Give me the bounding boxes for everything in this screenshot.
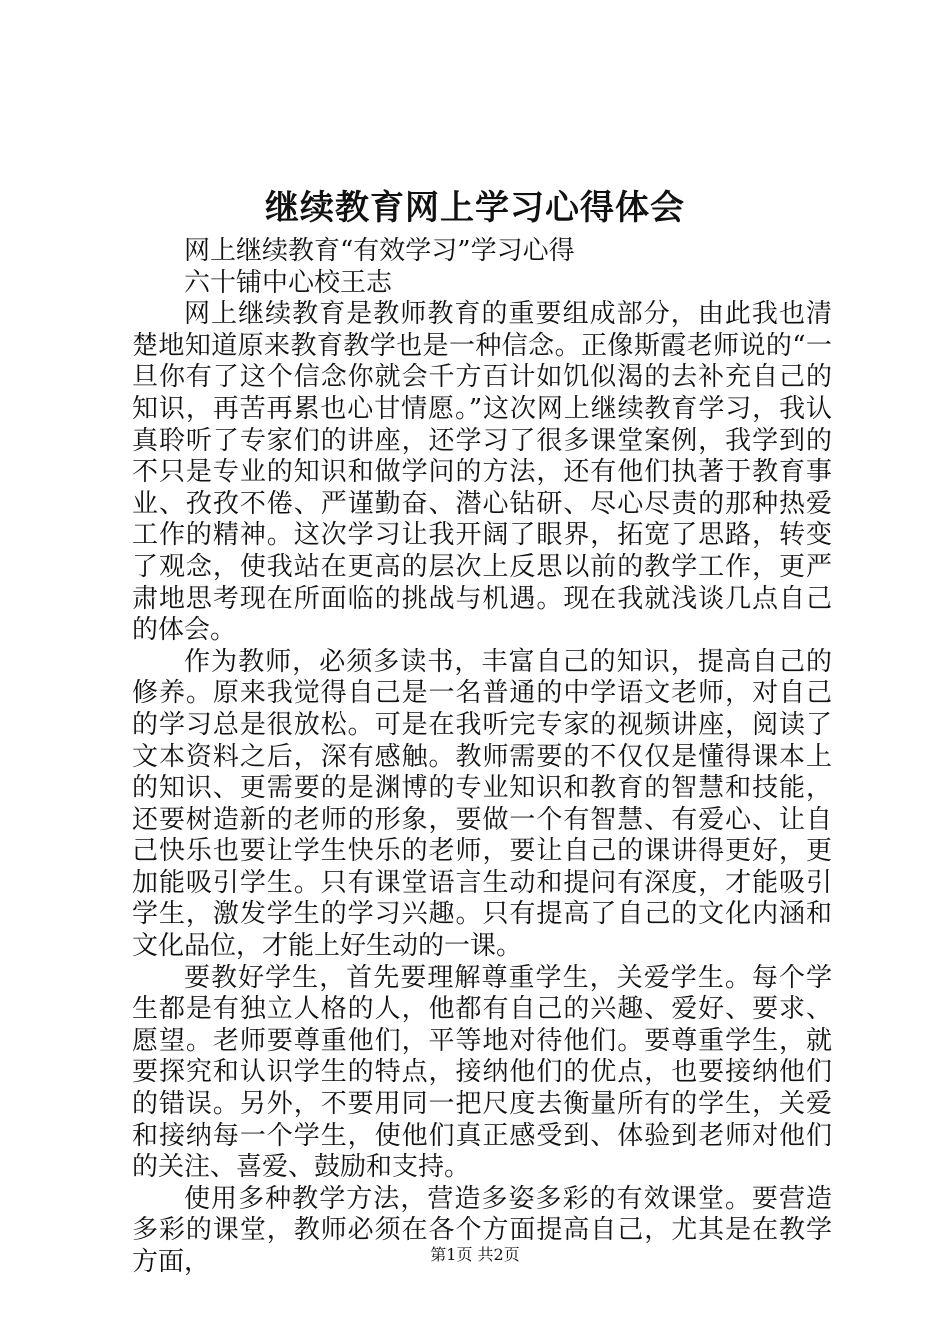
paragraph-2: 作为教师，必须多读书，丰富自己的知识，提高自己的修养。原来我觉得自己是一名普通的中学语文老师，对自己的学习总是很放松。可是在我听完专家的视频讲座，阅读了文本资料之后，深有感触。教师需要的不仅仅是懂得课本上的知识、更需要的是渊博的专业知识和教育的智慧和技能，还要树造新的老师的形象，要做一个有智慧、有爱心、让自己快乐也要让学生快乐的老师，要让自己的课讲得更好，更加能吸引学生。只有课堂语言生动和提问有深度，才能吸引学生，激发学生的学习兴趣。只有提高了自己的文化内涵和文化品位，才能上好生动的一课。 xyxy=(132,646,832,962)
page-footer: 第1页 共2页 xyxy=(430,1245,520,1264)
paragraph-1: 网上继续教育是教师教育的重要组成部分，由此我也清楚地知道原来教育教学也是一种信念。正像斯霞老师说的“一旦你有了这个信念你就会千方百计如饥似渴的去补充自己的知识，再苦再累也心甘情愿。”这次网上继续教育学习，我认真聆听了专家们的讲座，还学习了很多课堂案例，我学到的不只是专业的知识和做学问的方法，还有他们执著于教育事业、孜孜不倦、严谨勤奋、潜心钻研、尽心尽责的那种热爱工作的精神。这次学习让我开阔了眼界，拓宽了思路，转变了观念，使我站在更高的层次上反思以前的教学工作，更严肃地思考现在所面临的挑战与机遇。现在我就浅谈几点自己的体会。 xyxy=(132,299,832,646)
document-body xyxy=(132,236,832,1279)
author-line: 六十铺中心校王志 xyxy=(184,267,393,298)
document-subtitle: 网上继续教育“有效学习”学习心得 xyxy=(184,236,575,266)
paragraph-4: 使用多种教学方法，营造多姿多彩的有效课堂。要营造多彩的课堂，教师必须在各个方面提高自己，尤其是在教学方面， xyxy=(132,1183,832,1277)
document-title: 继续教育网上学习心得体会 xyxy=(265,188,685,228)
paragraph-3: 要教好学生，首先要理解尊重学生，关爱学生。每个学生都是有独立人格的人，他都有自己的兴趣、爱好、要求、愿望。老师要尊重他们，平等地对待他们。要尊重学生，就要探究和认识学生的特点，接纳他们的优点，也要接纳他们的错误。另外，不要用同一把尺度去衡量所有的学生，关爱和接纳每一个学生，使他们真正感受到、体验到老师对他们的关注、喜爱、鼓励和支持。 xyxy=(132,962,832,1183)
